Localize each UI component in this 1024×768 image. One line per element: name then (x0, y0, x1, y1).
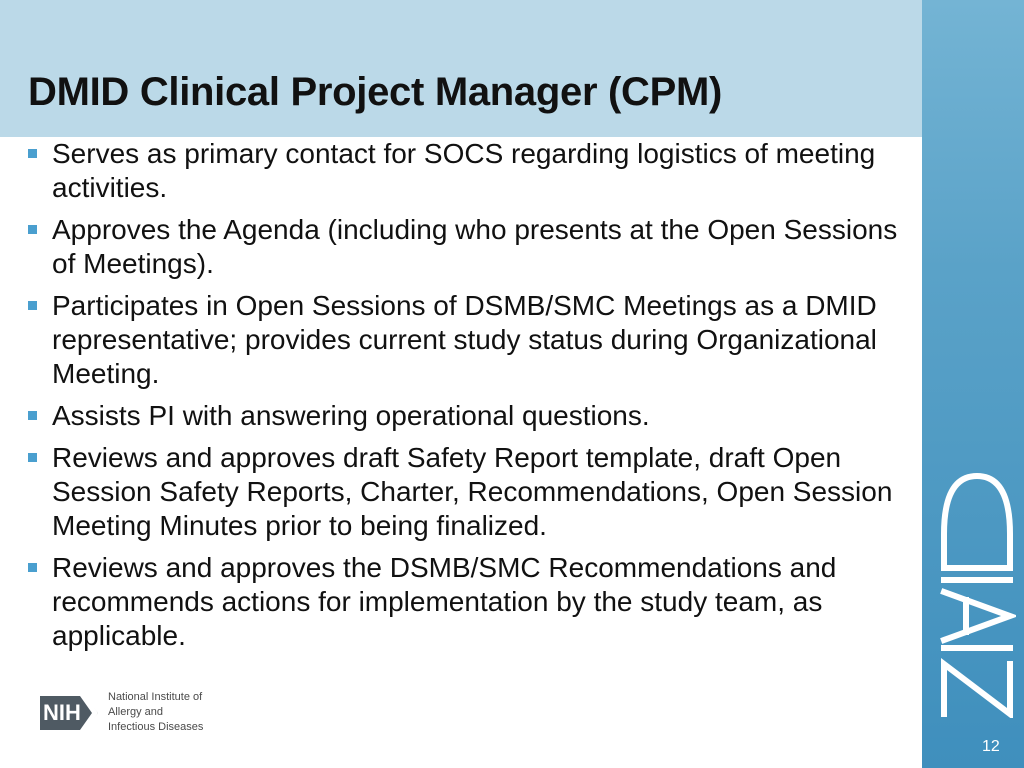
bullet-square-icon (28, 563, 37, 572)
institute-name-line: National Institute of (108, 691, 203, 703)
bullet-item (28, 441, 908, 543)
nih-logo-text: NIH (43, 700, 81, 725)
page-number: 12 (982, 738, 1000, 755)
nih-logo-block (40, 692, 98, 732)
institute-name-line: Infectious Diseases (108, 721, 204, 733)
nih-logo (40, 690, 220, 736)
bullet-text: Assists PI with answering operational questions. (52, 400, 650, 431)
bullet-item (28, 137, 908, 205)
title-band (0, 0, 922, 137)
bullet-square-icon (28, 149, 37, 158)
bullet-square-icon (28, 453, 37, 462)
bullet-text: Serves as primary contact for SOCS regarding logistics of meeting activities. (52, 138, 876, 203)
niaid-wordmark (936, 468, 1016, 718)
institute-name (108, 690, 203, 735)
bullet-square-icon (28, 411, 37, 420)
bullet-text: Approves the Agenda (including who presents at the Open Sessions of Meetings). (52, 214, 898, 279)
bullet-item (28, 213, 908, 281)
bullet-square-icon (28, 225, 37, 234)
bullet-text: Reviews and approves the DSMB/SMC Recommendations and recommends actions for implementation by the study team, as applicable. (52, 552, 837, 651)
institute-name-line: Allergy and (108, 706, 164, 718)
bullet-item (28, 399, 908, 433)
bullet-text: Reviews and approves draft Safety Report template, draft Open Session Safety Reports, Charter, Recommendations, Open Session Meeting Minutes prior to being finalized. (52, 442, 893, 541)
bullet-square-icon (28, 301, 37, 310)
bullet-item (28, 289, 908, 391)
bullet-item (28, 551, 908, 653)
slide-title: DMID Clinical Project Manager (CPM) (28, 70, 723, 114)
bullet-list (28, 137, 908, 661)
bullet-text: Participates in Open Sessions of DSMB/SMC Meetings as a DMID representative; provides current study status during Organizational Meeting. (52, 290, 877, 389)
